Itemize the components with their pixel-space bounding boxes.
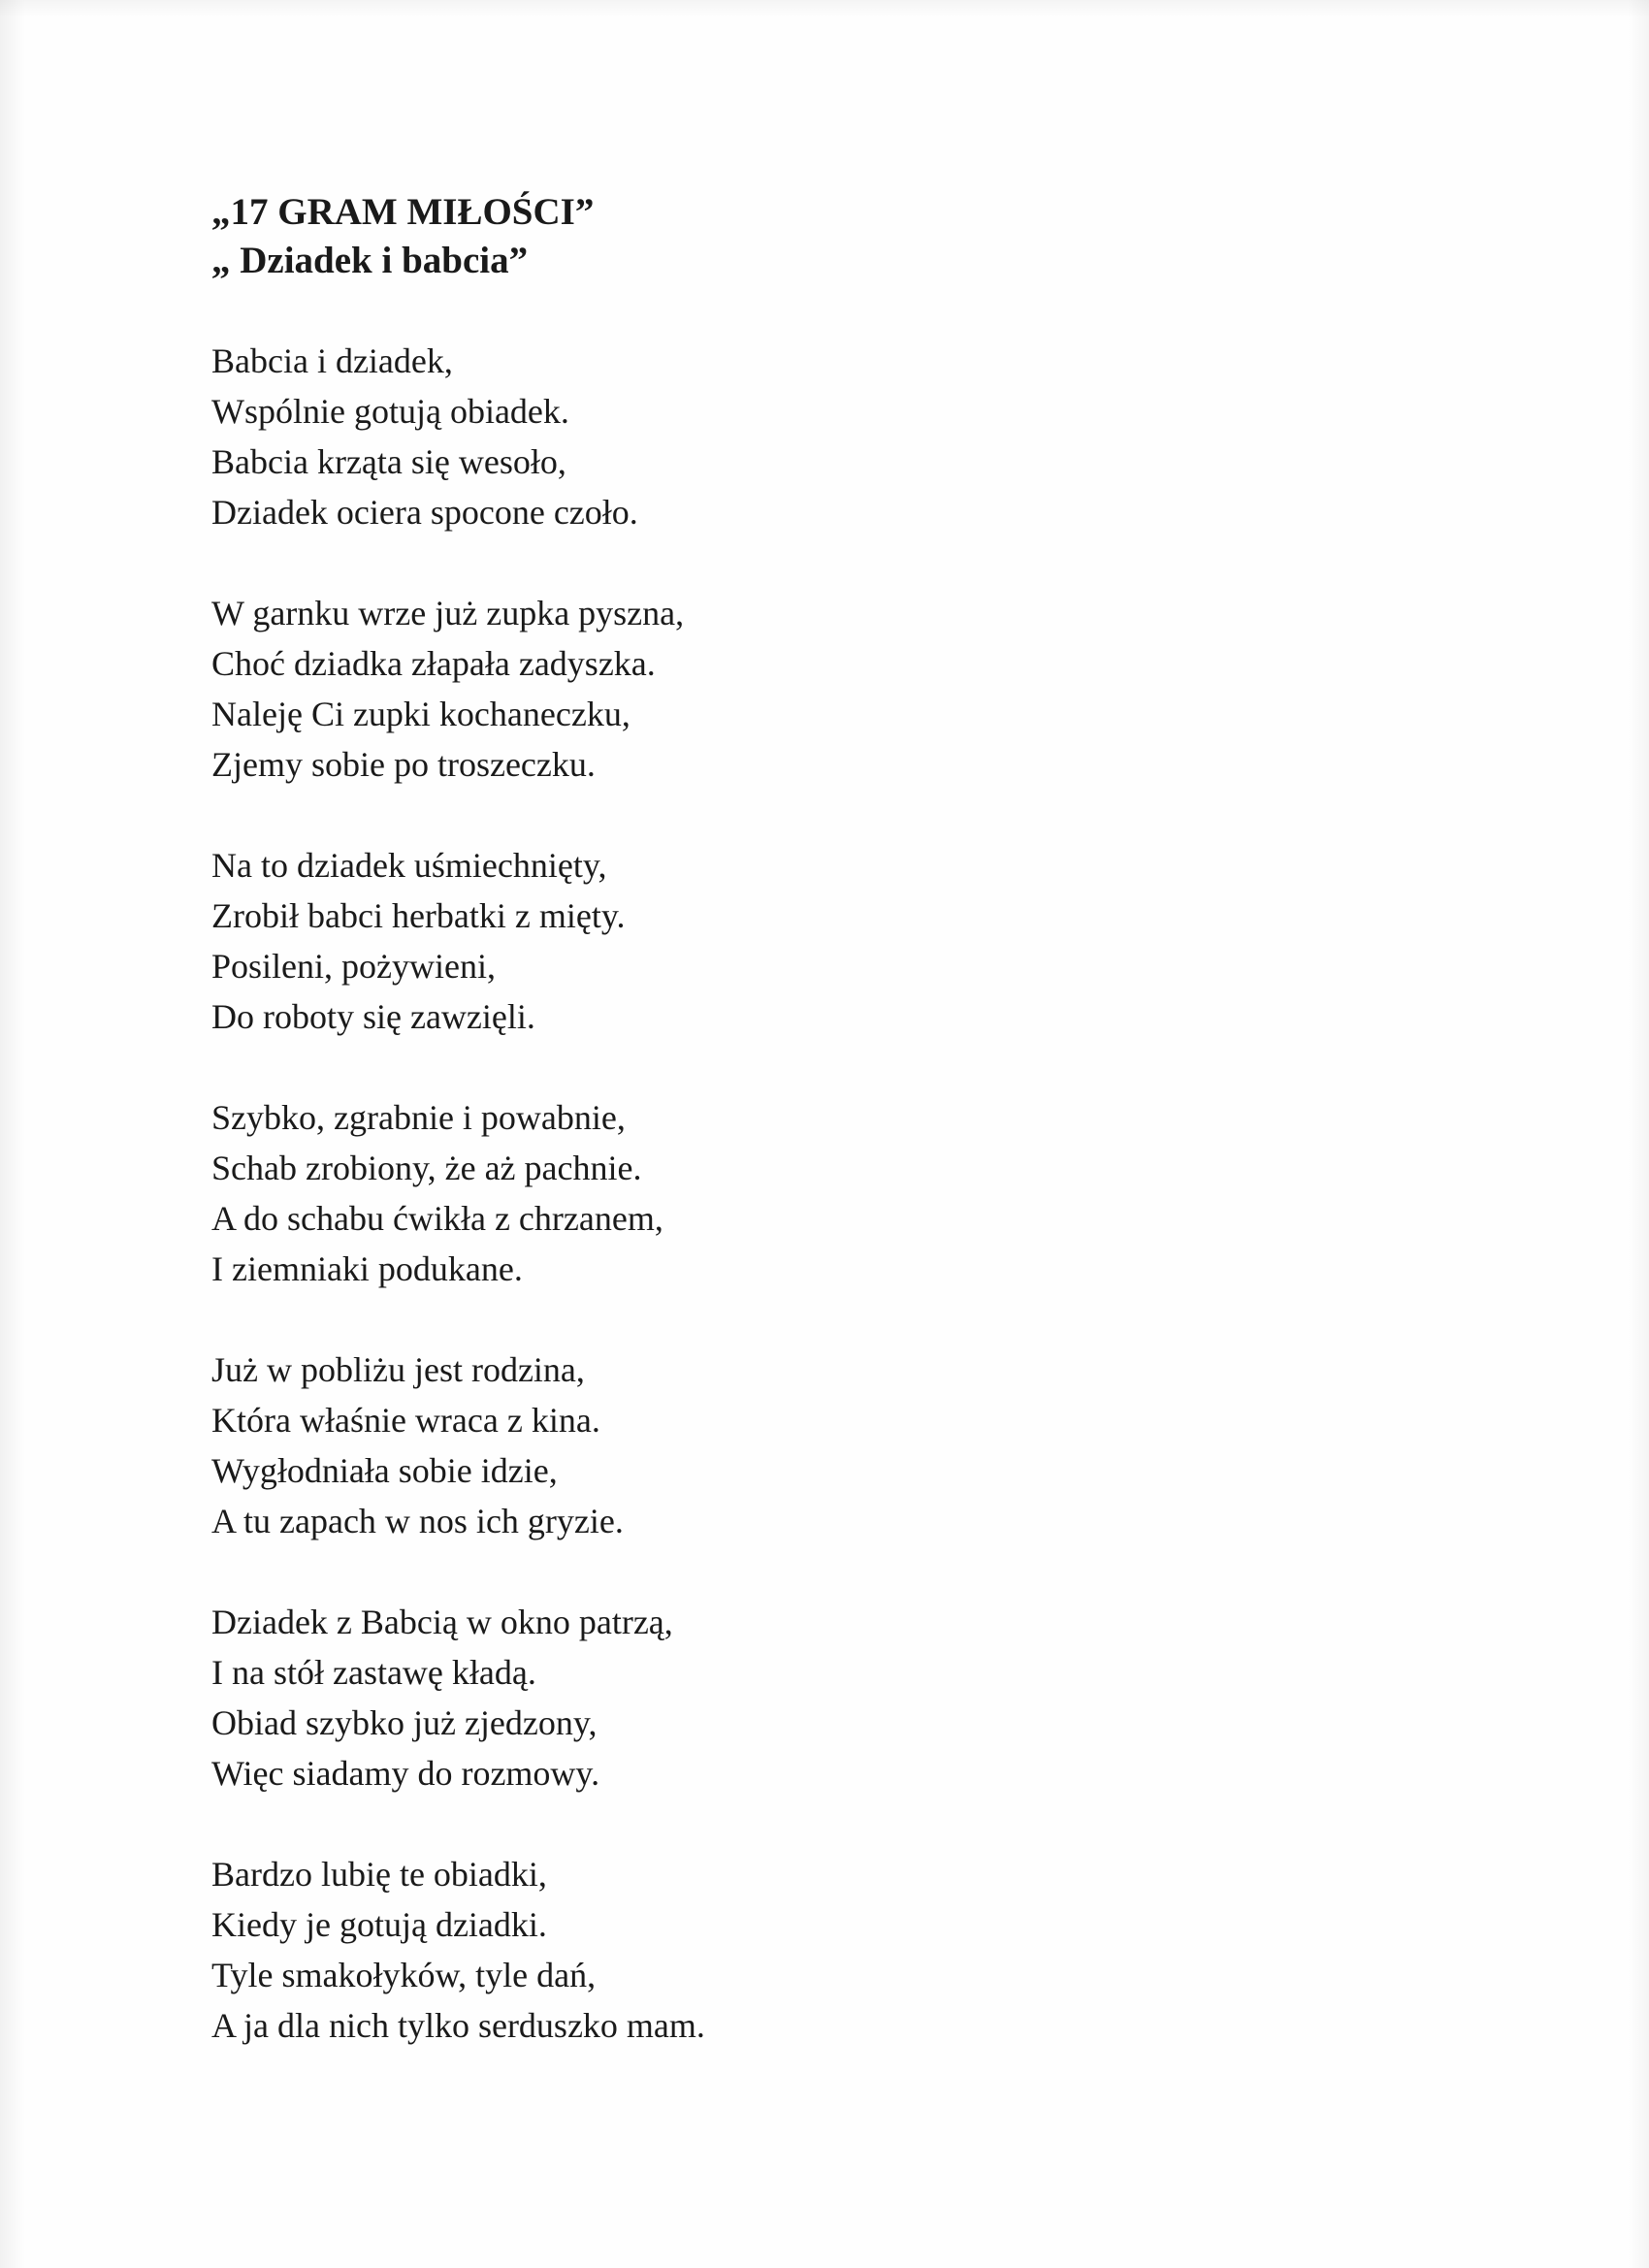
stanza-line: A ja dla nich tylko serduszko mam. <box>211 2006 705 2045</box>
stanza-line: Tyle smakołyków, tyle dań, <box>211 1956 597 1994</box>
stanza-2 <box>211 588 1278 790</box>
poem-title: „17 GRAM MIŁOŚCI” <box>211 191 595 233</box>
stanza-line: Choć dziadka złapała zadyszka. <box>211 644 656 683</box>
stanza-line: Już w pobliżu jest rodzina, <box>211 1350 585 1389</box>
stanza-line: Do roboty się zawzięli. <box>211 997 535 1036</box>
stanza-line: Posileni, pożywieni, <box>211 947 496 986</box>
stanza-line: Zrobił babci herbatki z mięty. <box>211 896 626 935</box>
stanza-line: Więc siadamy do rozmowy. <box>211 1754 600 1793</box>
stanza-line: Dziadek z Babcią w okno patrzą, <box>211 1603 673 1641</box>
scan-edge-left <box>0 0 25 2268</box>
stanza-6 <box>211 1597 1278 1798</box>
stanza-line: A tu zapach w nos ich gryzie. <box>211 1502 624 1540</box>
poem <box>211 188 1278 2101</box>
stanza-line: Wspólnie gotują obiadek. <box>211 392 569 431</box>
stanza-5 <box>211 1345 1278 1546</box>
stanza-3 <box>211 840 1278 1042</box>
stanza-line: Szybko, zgrabnie i powabnie, <box>211 1098 626 1137</box>
stanza-line: Zjemy sobie po troszeczku. <box>211 745 596 784</box>
stanza-line: Naleję Ci zupki kochaneczku, <box>211 695 630 733</box>
stanza-line: Obiad szybko już zjedzony, <box>211 1703 598 1742</box>
stanza-7 <box>211 1849 1278 2051</box>
stanza-line: Dziadek ociera spocone czoło. <box>211 493 638 532</box>
stanza-line: A do schabu ćwikła z chrzanem, <box>211 1199 663 1238</box>
stanza-line: I ziemniaki podukane. <box>211 1249 523 1288</box>
stanza-line: Schab zrobiony, że aż pachnie. <box>211 1149 642 1187</box>
stanza-line: Babcia krząta się wesoło, <box>211 442 566 481</box>
stanza-line: Bardzo lubię te obiadki, <box>211 1855 547 1894</box>
stanza-line: Na to dziadek uśmiechnięty, <box>211 846 607 885</box>
scan-edge-top <box>0 0 1649 17</box>
stanza-line: Babcia i dziadek, <box>211 341 453 380</box>
stanza-line: Która właśnie wraca z kina. <box>211 1401 600 1440</box>
stanza-line: Kiedy je gotują dziadki. <box>211 1905 547 1944</box>
scan-edge-right <box>1628 0 1649 2268</box>
stanza-line: I na stół zastawę kładą. <box>211 1653 536 1692</box>
stanza-line: Wygłodniała sobie idzie, <box>211 1451 558 1490</box>
stanza-line: W garnku wrze już zupka pyszna, <box>211 594 685 632</box>
stanza-1 <box>211 336 1278 537</box>
stanza-4 <box>211 1092 1278 1294</box>
poem-subtitle: „ Dziadek i babcia” <box>211 240 529 281</box>
